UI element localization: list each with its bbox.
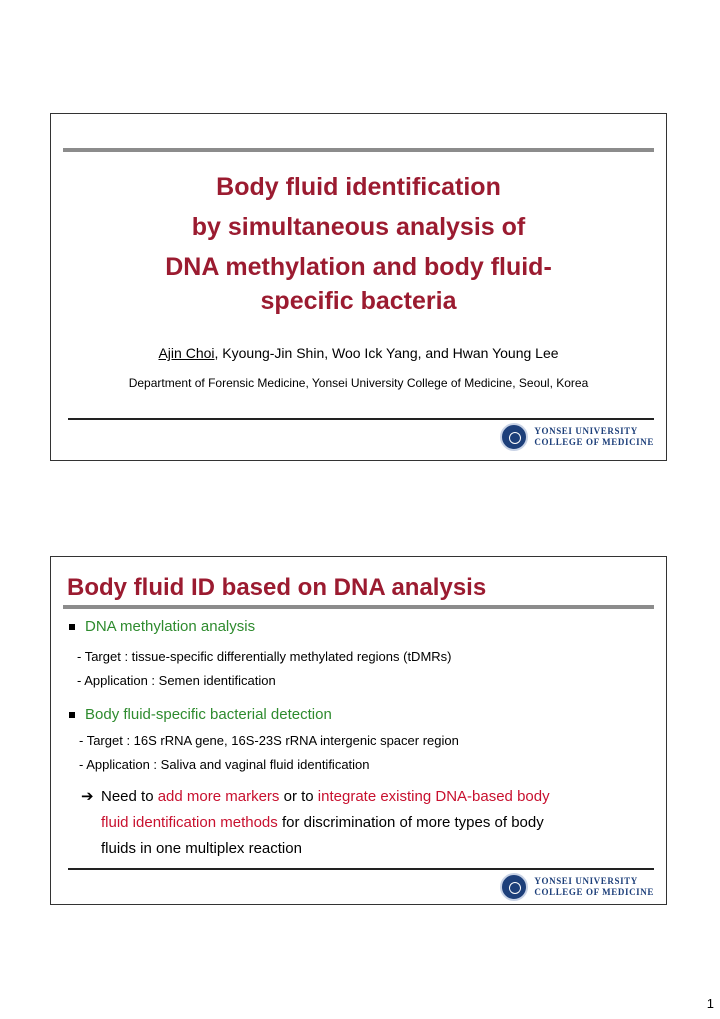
logo-line-1: YONSEI UNIVERSITY bbox=[534, 876, 638, 886]
title-line-3: DNA methylation and body fluid- bbox=[165, 253, 552, 281]
title-line-1: Body fluid identification bbox=[216, 173, 501, 201]
bottom-divider bbox=[68, 418, 654, 420]
title-line-4: specific bacteria bbox=[260, 287, 457, 315]
author-list bbox=[51, 345, 666, 361]
highlight-text: add more markers bbox=[157, 788, 280, 805]
content-slide bbox=[50, 556, 667, 905]
conclusion-text: Need to bbox=[101, 788, 158, 805]
yonsei-logo bbox=[500, 423, 654, 451]
right-arrow-icon: ➔ bbox=[81, 788, 94, 805]
bullet-dna-methylation bbox=[69, 618, 255, 635]
title-line-2: by simultaneous analysis of bbox=[191, 213, 526, 241]
coauthor-names: , Kyoung-Jin Shin, Woo Ick Yang, and Hwan Young Lee bbox=[214, 345, 559, 361]
conclusion-text: fluids in one multiplex reaction bbox=[101, 840, 302, 857]
page-number: 1 bbox=[706, 996, 714, 1011]
bullet-heading: DNA methylation analysis bbox=[85, 618, 256, 635]
sub-item: - Application : Semen identification bbox=[77, 673, 276, 688]
sub-item: - Target : tissue-specific differentially methylated regions (tDMRs) bbox=[77, 649, 452, 664]
highlight-text: fluid identification methods bbox=[101, 814, 278, 831]
slide-title: Body fluid ID based on DNA analysis bbox=[67, 574, 487, 601]
conclusion-text: for discrimination of more types of body bbox=[277, 814, 544, 831]
bullet-bacterial-detection bbox=[69, 706, 332, 723]
logo-line-2: COLLEGE OF MEDICINE bbox=[534, 437, 654, 447]
logo-line-2: COLLEGE OF MEDICINE bbox=[534, 887, 654, 897]
yonsei-logo bbox=[500, 873, 654, 901]
title-slide bbox=[50, 113, 667, 461]
highlight-text: integrate existing DNA-based body bbox=[317, 788, 550, 805]
title-divider bbox=[63, 605, 654, 609]
top-divider bbox=[63, 148, 654, 152]
bullet-square-icon bbox=[69, 624, 75, 630]
conclusion-paragraph bbox=[81, 784, 655, 862]
logo-line-1: YONSEI UNIVERSITY bbox=[534, 426, 638, 436]
bottom-divider bbox=[68, 868, 654, 870]
bullet-square-icon bbox=[69, 712, 75, 718]
university-seal-icon bbox=[500, 873, 528, 901]
presenter-name: Ajin Choi bbox=[158, 345, 215, 361]
sub-item: - Target : 16S rRNA gene, 16S-23S rRNA intergenic spacer region bbox=[79, 733, 459, 748]
bullet-heading: Body fluid-specific bacterial detection bbox=[85, 706, 332, 723]
affiliation: Department of Forensic Medicine, Yonsei University College of Medicine, Seoul, Korea bbox=[128, 376, 589, 390]
university-seal-icon bbox=[500, 423, 528, 451]
sub-item: - Application : Saliva and vaginal fluid identification bbox=[79, 757, 370, 772]
conclusion-text: or to bbox=[279, 788, 318, 805]
